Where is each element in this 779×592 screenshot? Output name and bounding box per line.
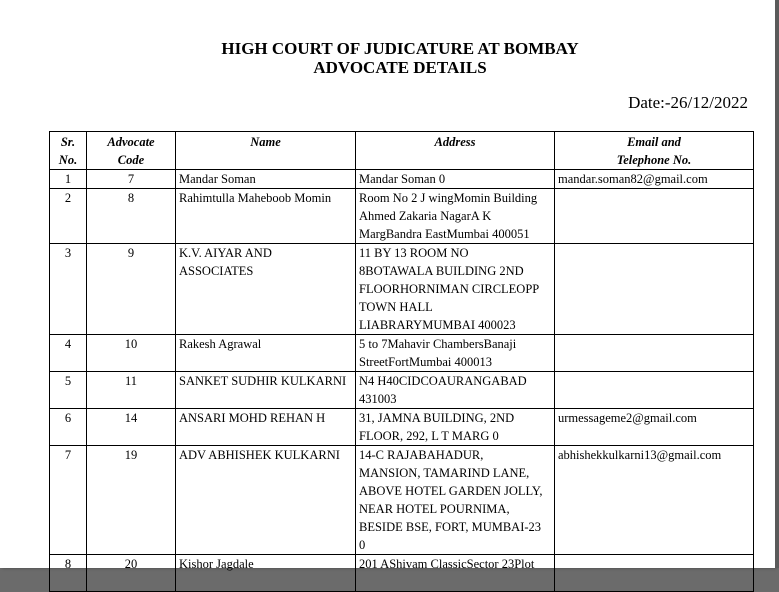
cell-sr-no: 8 [50,555,87,592]
cell-address [356,189,555,244]
table-row [50,244,754,335]
cell-address [356,555,555,592]
cell-email-telephone [555,244,754,335]
address-line: 8BOTAWALA BUILDING 2ND [359,264,524,278]
table-body [50,170,754,592]
name-line: ANSARI MOHD REHAN H [179,411,326,425]
document-subtitle: ADVOCATE DETAILS [313,58,487,77]
name-line: Rahimtulla Maheboob Momin [179,191,332,205]
cell-email-telephone [555,555,754,592]
cell-advocate-code: 19 [87,446,176,555]
cell-name [176,372,356,409]
cell-advocate-code: 14 [87,409,176,446]
table-row [50,335,754,372]
cell-address [356,409,555,446]
header-email-telephone: Email and Telephone No. [555,132,754,170]
address-line: Room No 2 J wingMomin Building [359,191,538,205]
address-line: Mandar Soman 0 [359,172,446,186]
cell-name [176,409,356,446]
table-row [50,555,754,592]
header-address: Address [356,132,555,170]
viewer-background-edge [775,0,779,568]
table-row [50,446,754,555]
name-line: ADV ABHISHEK KULKARNI [179,448,340,462]
cell-address [356,372,555,409]
address-line: BESIDE BSE, FORT, MUMBAI-23 [359,520,542,534]
address-line: MANSION, TAMARIND LANE, [359,466,530,480]
table-header-row [50,132,754,170]
name-line: Rakesh Agrawal [179,337,262,351]
cell-sr-no: 3 [50,244,87,335]
cell-email-telephone: abhishekkulkarni13@gmail.com [555,446,754,555]
cell-sr-no: 6 [50,409,87,446]
cell-advocate-code: 8 [87,189,176,244]
cell-address [356,446,555,555]
cell-advocate-code: 9 [87,244,176,335]
document-title: HIGH COURT OF JUDICATURE AT BOMBAY [221,39,579,58]
address-line [359,573,554,591]
cell-sr-no: 2 [50,189,87,244]
cell-name [176,335,356,372]
cell-email-telephone [555,189,754,244]
table-row [50,409,754,446]
address-line: NEAR HOTEL POURNIMA, [359,502,510,516]
cell-address [356,244,555,335]
address-line: LIABRARYMUMBAI 400023 [359,318,516,332]
table-row [50,189,754,244]
address-line: StreetFortMumbai 400013 [359,355,492,369]
cell-advocate-code: 11 [87,372,176,409]
address-line: 5 to 7Mahavir ChambersBanaji [359,337,517,351]
table-row [50,372,754,409]
header-sr-no: Sr. No. [50,132,87,170]
cell-address [356,335,555,372]
cell-name [176,189,356,244]
cell-advocate-code: 7 [87,170,176,189]
header-name: Name [176,132,356,170]
cell-address [356,170,555,189]
address-line: Ahmed Zakaria NagarA K [359,209,492,223]
advocate-table [49,131,754,592]
name-line: Kishor Jagdale [179,557,254,571]
cell-email-telephone: urmessageme2@gmail.com [555,409,754,446]
cell-advocate-code: 10 [87,335,176,372]
address-line: ABOVE HOTEL GARDEN JOLLY, [359,484,543,498]
name-line: K.V. AIYAR AND [179,246,272,260]
name-line: Mandar Soman [179,172,256,186]
name-line: ASSOCIATES [179,264,254,278]
address-line: 201 AShivam ClassicSector 23Plot [359,557,535,571]
address-line: FLOORHORNIMAN CIRCLEOPP [359,282,540,296]
cell-email-telephone [555,372,754,409]
name-line: SANKET SUDHIR KULKARNI [179,374,347,388]
cell-name [176,244,356,335]
table-row [50,170,754,189]
address-line: 14-C RAJABAHADUR, [359,448,484,462]
address-line: 0 [359,538,366,552]
cell-advocate-code: 20 [87,555,176,592]
cell-sr-no: 7 [50,446,87,555]
cell-name [176,446,356,555]
cell-email-telephone [555,335,754,372]
cell-name [176,555,356,592]
address-line: MargBandra EastMumbai 400051 [359,227,530,241]
cell-sr-no: 5 [50,372,87,409]
address-line: 11 BY 13 ROOM NO [359,246,469,260]
address-line: TOWN HALL [359,300,433,314]
header-advocate-code: Advocate Code [87,132,176,170]
document-date: Date:-26/12/2022 [628,93,748,112]
cell-email-telephone: mandar.soman82@gmail.com [555,170,754,189]
cell-sr-no: 1 [50,170,87,189]
cell-name [176,170,356,189]
address-line: 431003 [359,392,397,406]
address-line: 31, JAMNA BUILDING, 2ND [359,411,515,425]
address-line: FLOOR, 292, L T MARG 0 [359,429,499,443]
cell-sr-no: 4 [50,335,87,372]
address-line: N4 H40CIDCOAURANGABAD [359,374,527,388]
